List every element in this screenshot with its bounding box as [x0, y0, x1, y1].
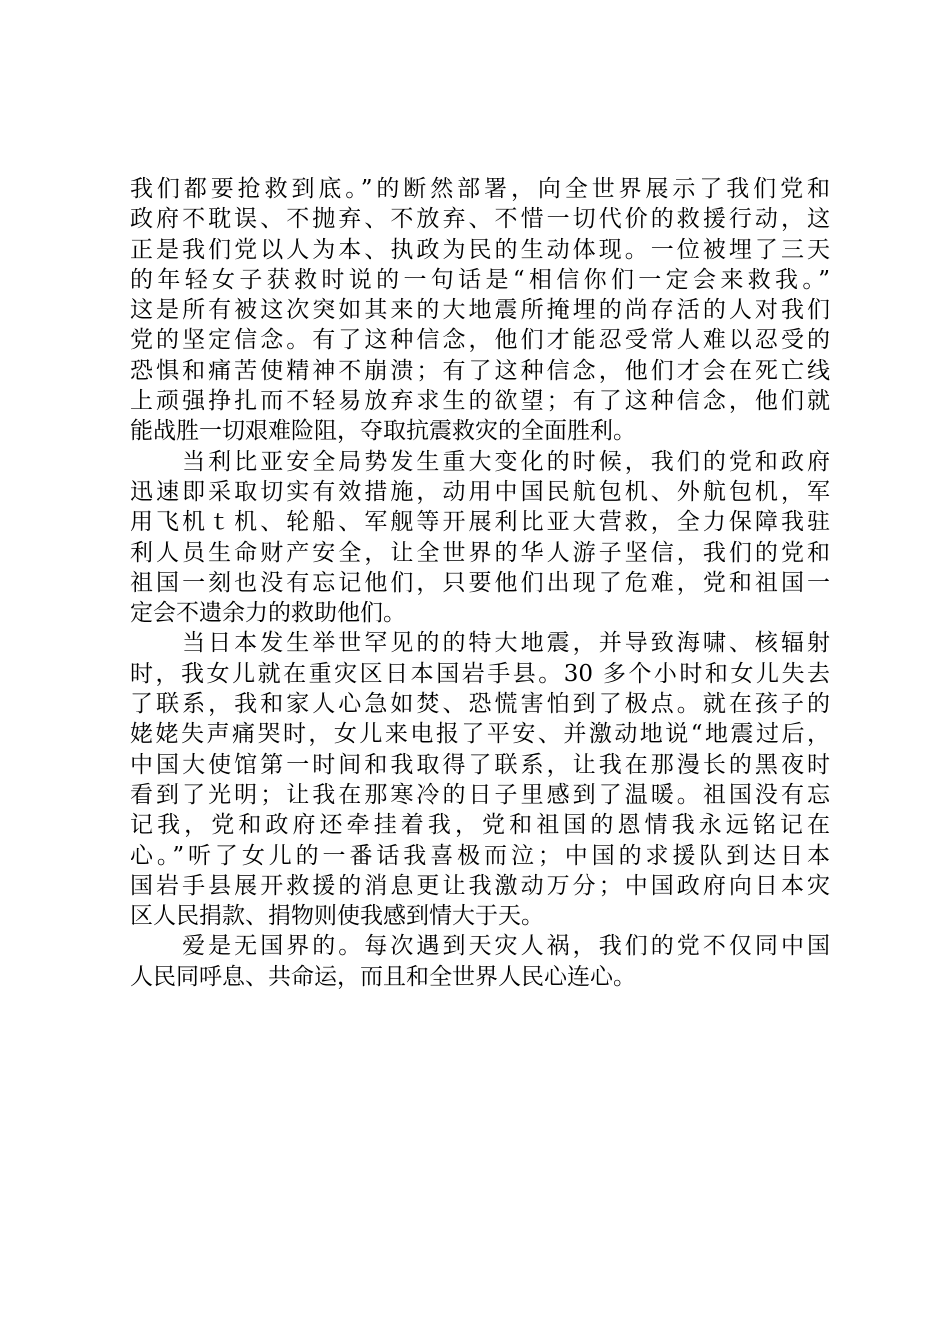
text-line: 中国大使馆第一时间和我取得了联系，让我在那漫长的黑夜时	[130, 751, 830, 778]
text-line: 利人员生命财产安全，让全世界的华人游子坚信，我们的党和	[130, 539, 830, 566]
paragraph-1	[130, 174, 830, 447]
text-line: 心。”听了女儿的一番话我喜极而泣；中国的求援队到达日本	[130, 842, 830, 869]
text-line: 正是我们党以人为本、执政为民的生动体现。一位被埋了三天	[130, 236, 830, 263]
text-line: 祖国一刻也没有忘记他们，只要他们出现了危难，党和祖国一	[130, 569, 830, 596]
text-line: 我们都要抢救到底。”的断然部署，向全世界展示了我们党和	[130, 176, 830, 202]
paragraph-3	[130, 628, 830, 931]
text-line: 定会不遗余力的救助他们。	[130, 600, 406, 627]
text-line: 了联系，我和家人心急如焚、恐慌害怕到了极点。就在孩子的	[130, 691, 830, 718]
text-line: 上顽强挣扎而不轻易放弃求生的欲望；有了这种信念，他们就	[130, 388, 830, 415]
text-line: 当日本发生举世罕见的的特大地震，并导致海啸、核辐射	[130, 630, 830, 657]
text-line: 用飞机ｔ机、轮船、军舰等开展利比亚大营救，全力保障我驻	[130, 509, 830, 536]
text-line: 看到了光明；让我在那寒冷的日子里感到了温暖。祖国没有忘	[130, 781, 830, 808]
text-line: 当利比亚安全局势发生重大变化的时候，我们的党和政府	[130, 448, 830, 475]
text-line: 恐惧和痛苦使精神不崩溃；有了这种信念，他们才会在死亡线	[130, 357, 830, 384]
text-line: 政府不耽误、不抛弃、不放弃、不惜一切代价的救援行动，这	[130, 206, 830, 233]
text-line: 姥姥失声痛哭时，女儿来电报了平安、并激动地说“地震过后，	[130, 721, 830, 748]
text-line: 爱是无国界的。每次遇到天灾人祸，我们的党不仅同中国	[130, 933, 830, 960]
text-line: 人民同呼息、共命运，而且和全世界人民心连心。	[130, 963, 636, 990]
text-line: 党的坚定信念。有了这种信念，他们才能忍受常人难以忍受的	[130, 327, 830, 354]
text-line: 迅速即采取切实有效措施，动用中国民航包机、外航包机，军	[130, 478, 830, 505]
paragraph-4	[130, 931, 830, 992]
text-line: 能战胜一切艰难险阻，夺取抗震救灾的全面胜利。	[130, 418, 636, 445]
text-line: 这是所有被这次突如其来的大地震所掩埋的尚存活的人对我们	[130, 297, 830, 324]
text-line: 区人民捐款、捐物则使我感到情大于天。	[130, 903, 544, 930]
paragraph-2	[130, 447, 830, 629]
document-body	[130, 174, 830, 992]
text-line: 国岩手县展开救援的消息更让我激动万分；中国政府向日本灾	[130, 872, 830, 899]
text-line: 记我，党和政府还牵挂着我，党和祖国的恩情我永远铭记在	[130, 812, 830, 839]
text-line: 时，我女儿就在重灾区日本国岩手县。30 多个小时和女儿失去	[130, 660, 830, 687]
text-line: 的年轻女子获救时说的一句话是“相信你们一定会来救我。”	[130, 266, 830, 293]
